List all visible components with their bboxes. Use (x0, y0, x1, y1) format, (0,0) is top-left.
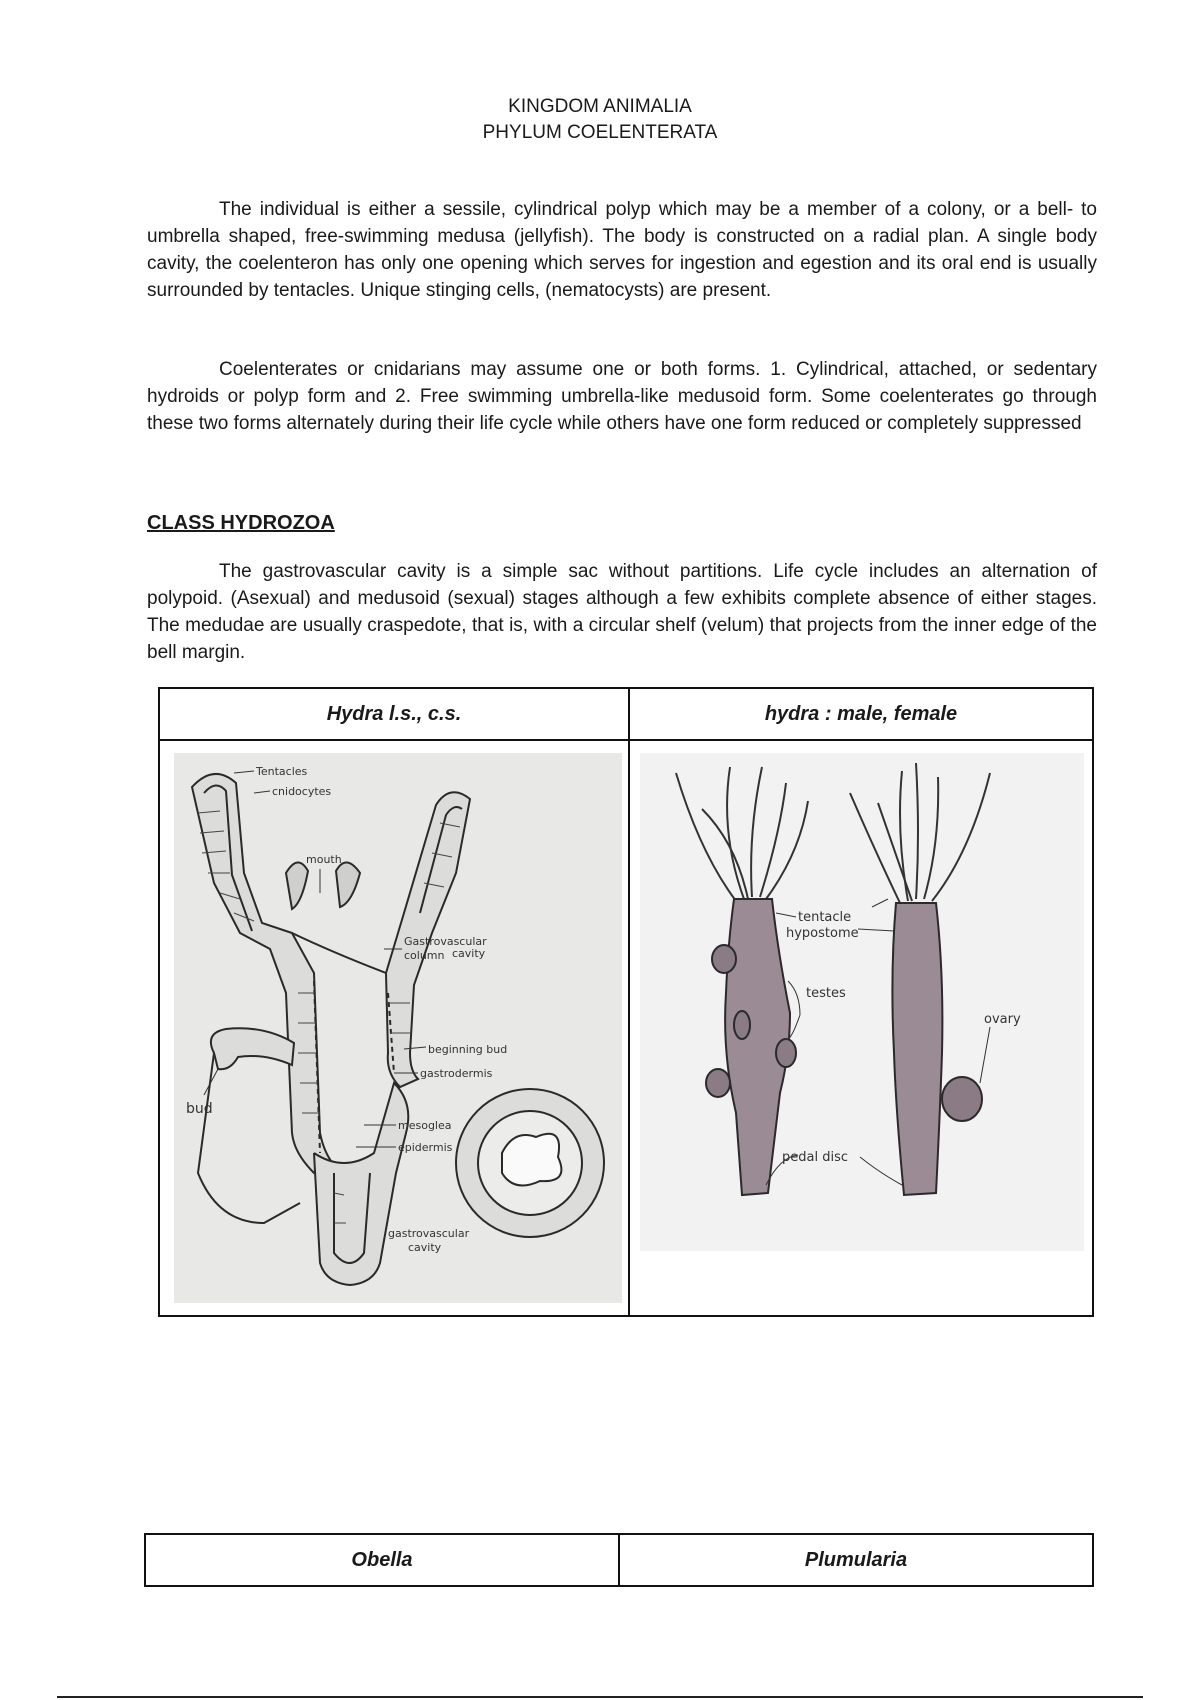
cell-hydra-section-drawing (159, 740, 629, 1316)
label-mesoglea: mesoglea (398, 1119, 452, 1132)
label-ovary: ovary (984, 1012, 1021, 1027)
label-column: column (404, 949, 445, 962)
specimen-table-obelia (144, 1533, 1094, 1587)
label-gv-cavity-2: cavity (408, 1241, 442, 1254)
phylum-title: PHYLUM COELENTERATA (482, 122, 718, 143)
kingdom-title: KINGDOM ANIMALIA (508, 96, 692, 117)
label-cavity: cavity (452, 947, 486, 960)
bottom-divider (57, 1696, 1143, 1698)
header-hydra-ls-cs: Hydra l.s., c.s. (159, 688, 629, 740)
label-mouth: mouth (306, 853, 342, 866)
class-heading: CLASS HYDROZOA (147, 512, 335, 534)
intro-paragraph-2: Coelenterates or cnidarians may assume one or both forms. 1. Cylindrical, attached, or sedentary hydroids or polyp form and 2. Free swimming umbrella-like medusoid form. Some coelenterates go through these two forms alternately during their life cycle while others have one form reduced or completely suppressed (147, 359, 1097, 434)
label-tentacle: tentacle (798, 910, 852, 925)
label-pedal-disc: pedal disc (782, 1150, 848, 1165)
cell-hydra-male-female-drawing (629, 740, 1093, 1316)
hydra-section-drawing (174, 753, 622, 1303)
hydra-male-female-drawing (640, 753, 1084, 1251)
label-bud: bud (186, 1101, 213, 1117)
class-paragraph: The gastrovascular cavity is a simple sac without partitions. Life cycle includes an alternation of polypoid. (Asexual) and medusoid (sexual) stages although a few exhibits complete absence of either stages. The medudae are usually craspedote, that is, with a circular shelf (velum) that projects from the inner edge of the bell margin. (147, 561, 1097, 663)
label-testes: testes (806, 986, 846, 1001)
label-hypostome: hypostome (786, 926, 859, 941)
label-gv-cavity-1: gastrovascular (388, 1227, 470, 1240)
label-epidermis: epidermis (398, 1141, 453, 1154)
header-hydra-male-female: hydra : male, female (629, 688, 1093, 740)
header-obella: Obella (145, 1534, 619, 1586)
label-beginning-bud: beginning bud (428, 1043, 508, 1056)
specimen-table-hydra (158, 687, 1094, 1317)
document-title (0, 94, 1200, 146)
label-gastrodermis: gastrodermis (420, 1067, 493, 1080)
label-cnidocytes: cnidocytes (272, 785, 332, 798)
label-tentacles: Tentacles (256, 765, 308, 778)
header-plumularia: Plumularia (619, 1534, 1093, 1586)
label-gastrovascular: Gastrovascular (404, 935, 487, 948)
intro-paragraph-1: The individual is either a sessile, cylindrical polyp which may be a member of a colony, or a bell- to umbrella shaped, free-swimming medusa (jellyfish). The body is constructed on a radial plan. A single body cavity, the coelenteron has only one opening which serves for ingestion and egestion and its oral end is usually surrounded by tentacles. Unique stinging cells, (nematocysts) are present. (147, 199, 1097, 301)
